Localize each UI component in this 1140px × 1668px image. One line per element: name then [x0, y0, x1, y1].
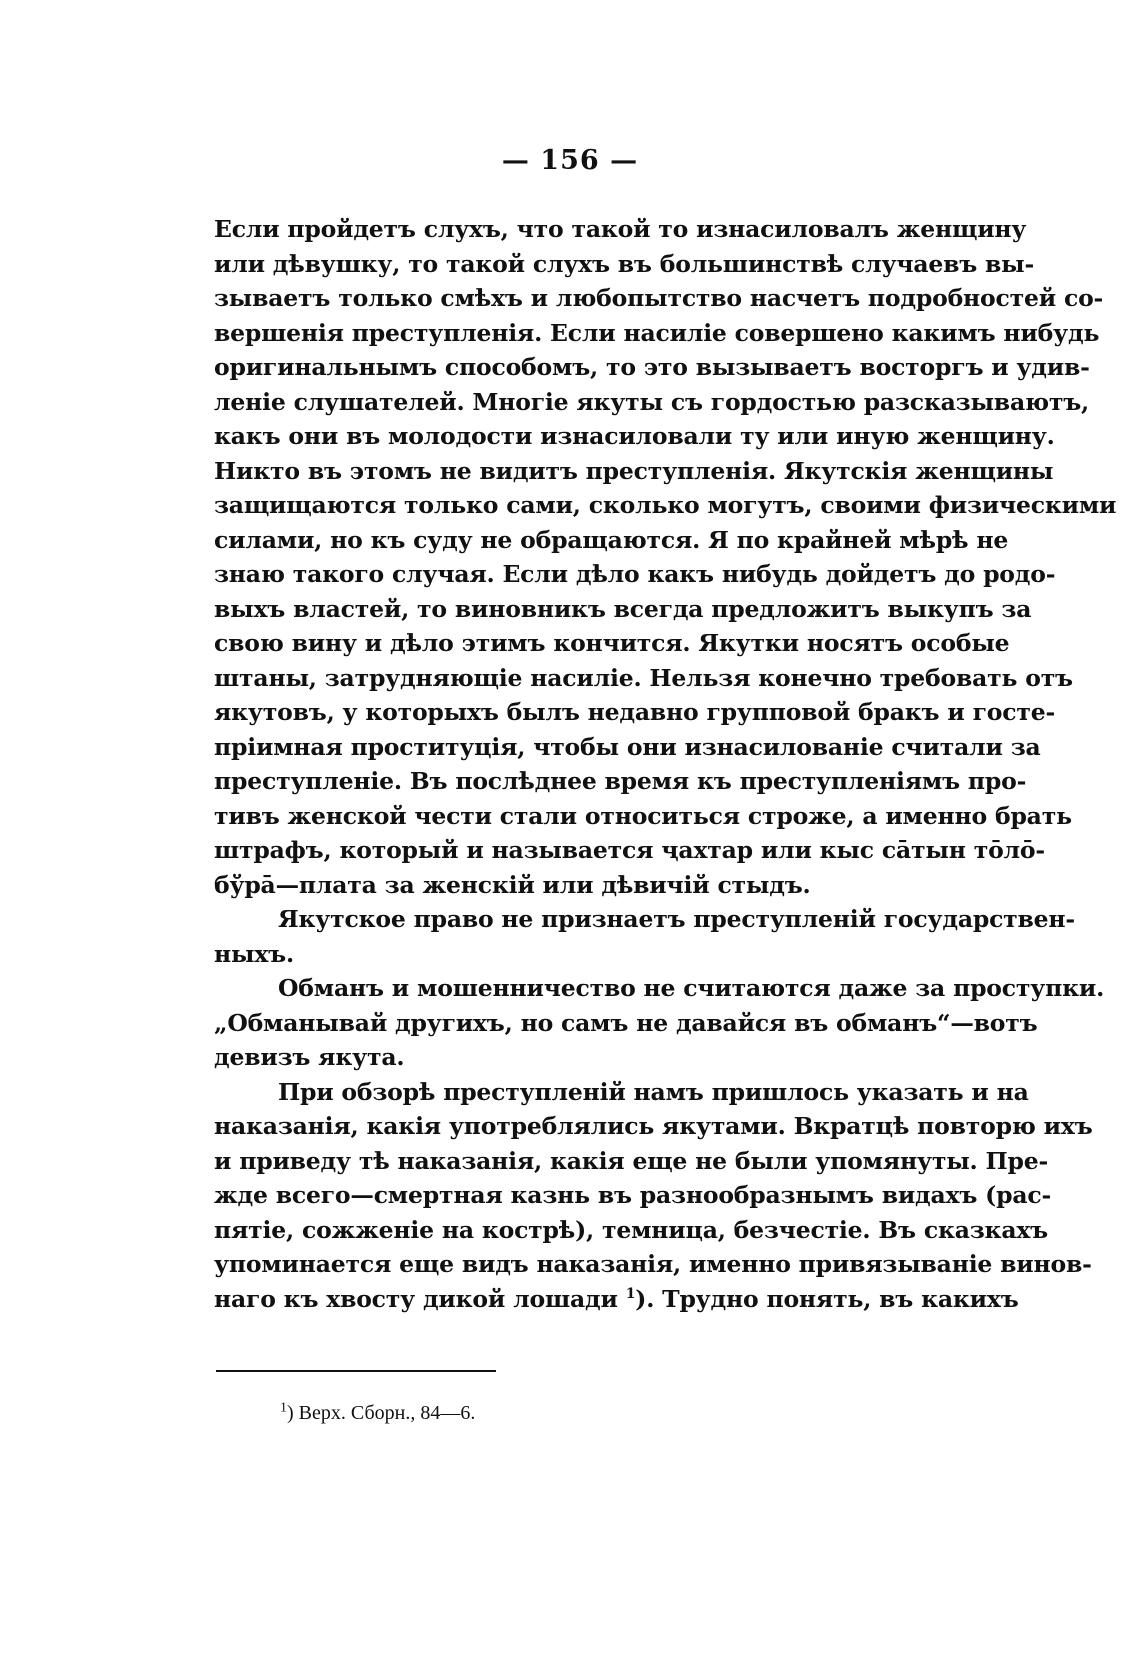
text-line: свою вину и дѣло этимъ кончится. Якутки носятъ особые	[214, 629, 1010, 657]
text-line: При обзорѣ преступленій намъ пришлось указать и на	[278, 1077, 1029, 1106]
footnote-text: ) Верх. Сборн., 84—6.	[287, 1402, 476, 1424]
text-line: пятіе, сожженіе на кострѣ), темница, безчестіе. Въ сказкахъ	[214, 1215, 1048, 1244]
footnote-divider	[216, 1370, 496, 1372]
text-line: Никто въ этомъ не видитъ преступленія. Якутскія женщины	[214, 456, 1054, 485]
text-line: Если пройдетъ слухъ, что такой то изнасиловалъ женщину	[214, 215, 1027, 243]
body-text	[214, 212, 1117, 1316]
text-line: зываетъ только смѣхъ и любопытство насчетъ подробностей со-	[214, 284, 1104, 312]
text-line: тивъ женской чести стали относиться строже, а именно брать	[214, 801, 1072, 830]
text-line: какъ они въ молодости изнасиловали ту или иную женщину.	[214, 422, 1055, 450]
text-line: вершенія преступленія. Если насиліе совершено какимъ нибудь	[214, 318, 1100, 347]
text-line: выхъ властей, то виновникъ всегда предложитъ выкупъ за	[214, 594, 1032, 623]
text-line: силами, но къ суду не обращаются. Я по крайней мѣрѣ не	[214, 525, 1009, 554]
text-line: пріимная проституція, чтобы они изнасилованіе считали за	[214, 732, 1041, 761]
text-line: „Обманывай другихъ, но самъ не давайся въ обманъ“—вотъ	[214, 1008, 1038, 1037]
footnote-mark: 1	[280, 1400, 287, 1416]
text-line: жде всего—смертная казнь въ разнообразнымъ видахъ (рас-	[214, 1181, 1052, 1209]
text-line: леніе слушателей. Многіе якуты съ гордостью разсказываютъ,	[214, 387, 1090, 416]
footnote	[280, 1402, 475, 1425]
text-line: знаю такого случая. Если дѣло какъ нибудь дойдетъ до родо-	[214, 560, 1056, 588]
text-line: девизъ якута.	[214, 1043, 405, 1071]
text-line: или дѣвушку, то такой слухъ въ большинствѣ случаевъ вы-	[214, 249, 1035, 278]
text-line: оригинальнымъ способомъ, то это вызываетъ восторгъ и удив-	[214, 353, 1090, 381]
text-segment: наго къ хвосту дикой лошади	[214, 1284, 626, 1313]
text-segment: ). Трудно понять, въ какихъ	[635, 1284, 1019, 1313]
text-line: Якутское право не признаетъ преступленій государствен-	[278, 905, 1075, 933]
text-line: наказанія, какія употреблялись якутами. Вкратцѣ повторю ихъ	[214, 1112, 1093, 1140]
text-line: ныхъ.	[214, 939, 294, 968]
text-line: преступленіе. Въ послѣднее время къ преступленіямъ про-	[214, 767, 1027, 795]
text-line: штаны, затрудняющіе насиліе. Нельзя конечно требовать отъ	[214, 663, 1073, 692]
text-line-with-footnote-ref	[214, 1282, 1019, 1317]
text-line: якутовъ, у которыхъ былъ недавно групповой бракъ и госте-	[214, 698, 1056, 726]
text-line: штрафъ, который и называется ҷахтар или кыс сāтын тōлō-	[214, 836, 1045, 864]
text-line: упоминается еще видъ наказанія, именно привязываніе винов-	[214, 1250, 1092, 1278]
page-number: — 156 —	[501, 145, 639, 176]
text-line: и приведу тѣ наказанія, какія еще не были упомянуты. Пре-	[214, 1146, 1049, 1175]
text-line: бўрā—плата за женскій или дѣвичій стыдъ.	[214, 870, 811, 899]
text-line: защищаются только сами, сколько могутъ, своими физическими	[214, 491, 1117, 519]
text-line: Обманъ и мошенничество не считаются даже за проступки.	[278, 974, 1105, 1002]
footnote-reference: 1	[625, 1285, 636, 1302]
